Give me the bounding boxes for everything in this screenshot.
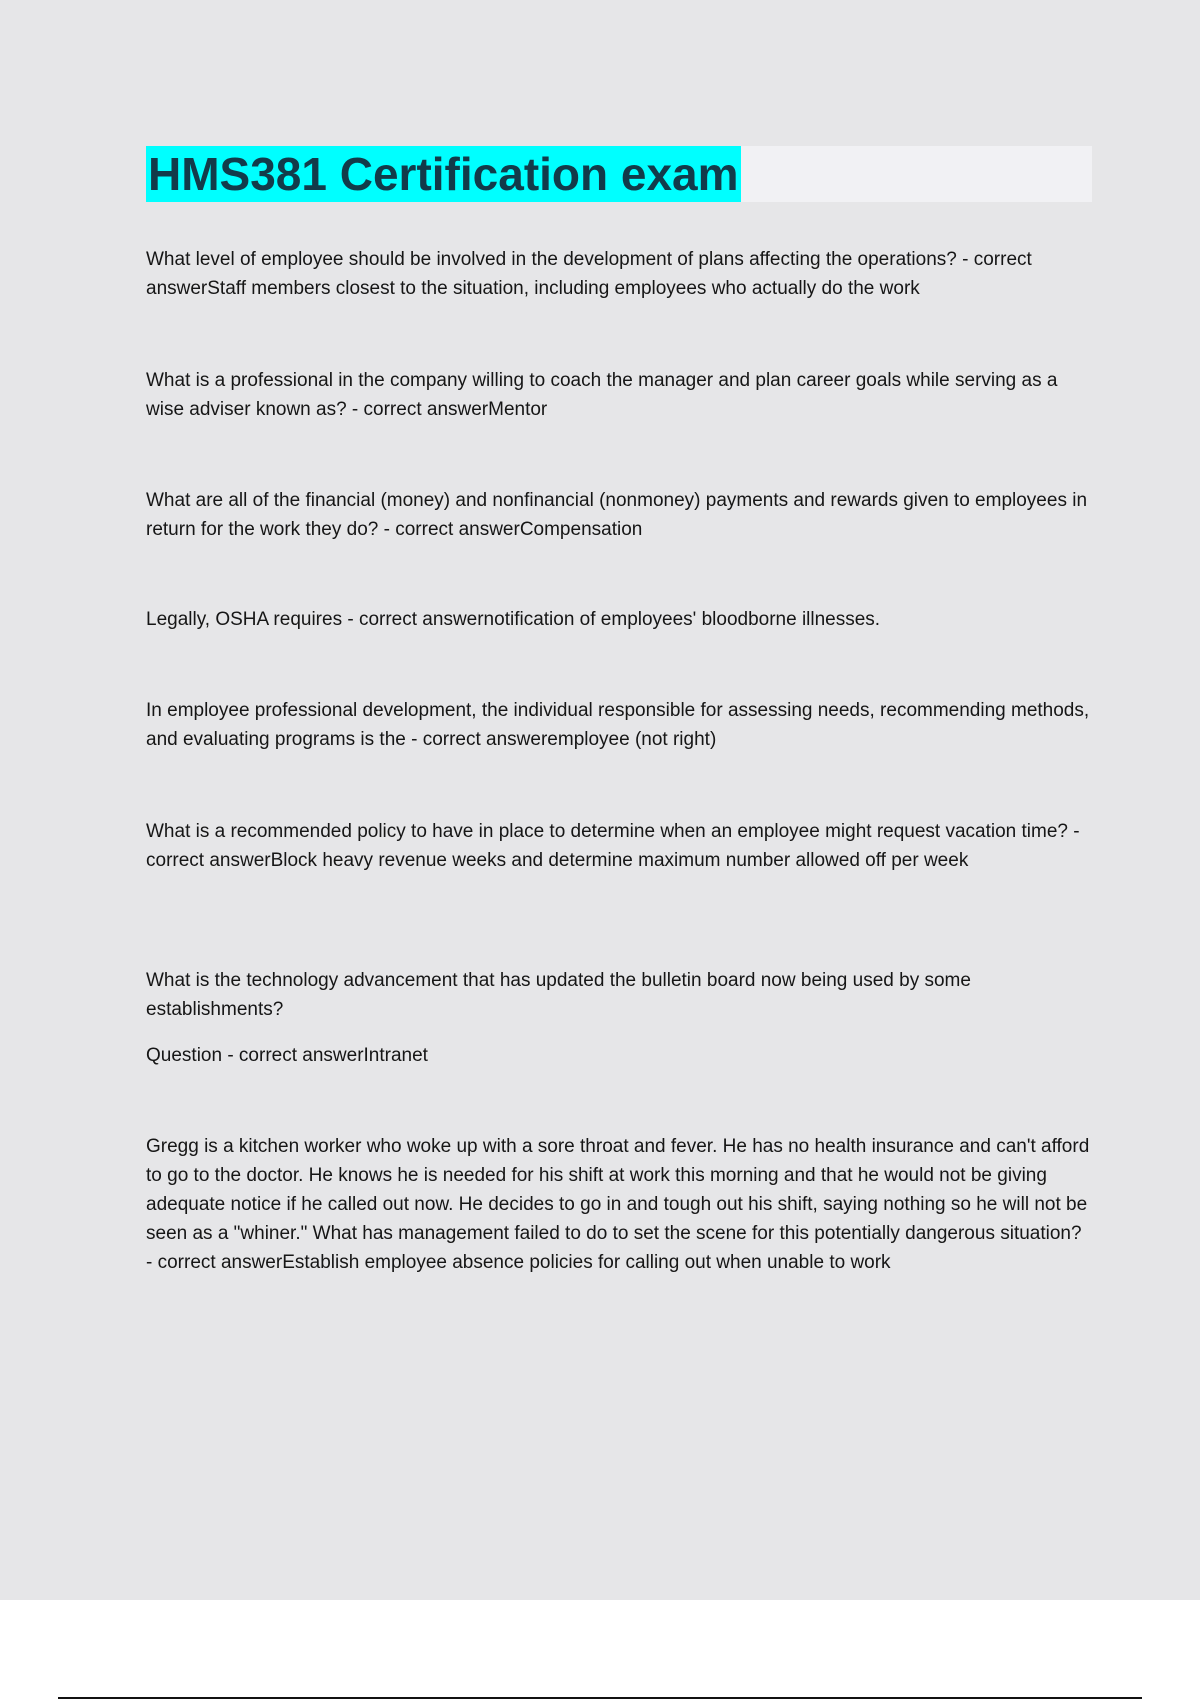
qa-text: What is a professional in the company willing to coach the manager and plan career goals while serving as a wise adviser known as? - correct answerMentor <box>146 370 1063 420</box>
qa-item-3 <box>146 486 1093 544</box>
qa-item-7 <box>146 966 1090 1024</box>
qa-text: What is the technology advancement that has updated the bulletin board now being used by some establishments? <box>146 970 977 1020</box>
qa-item-5 <box>146 696 1095 754</box>
qa-item-9 <box>146 1132 1095 1277</box>
qa-text: What is a recommended policy to have in place to determine when an employee might request vacation time? - correct answerBlock heavy revenue weeks and determine maximum number allowed off per week <box>146 821 1085 871</box>
qa-text: In employee professional development, the individual responsible for assessing needs, recommending methods, and evaluating programs is the - correct answeremployee (not right) <box>146 700 1095 750</box>
qa-item-2 <box>146 366 1090 424</box>
qa-text: What are all of the financial (money) and nonfinancial (nonmoney) payments and rewards given to employees in return for the work they do? - correct answerCompensation <box>146 490 1093 540</box>
qa-item-4 <box>146 605 1090 634</box>
qa-text: Question - correct answerIntranet <box>146 1045 428 1066</box>
qa-text: Legally, OSHA requires - correct answernotification of employees' bloodborne illnesses. <box>146 609 881 630</box>
document-title: HMS381 Certification exam <box>148 148 739 200</box>
qa-item-6 <box>146 817 1090 875</box>
qa-text: Gregg is a kitchen worker who woke up with a sore throat and fever. He has no health insurance and can't afford to go to the doctor. He knows he is needed for his shift at work this morning and that he would not be giving adequate notice if he called out now. He decides to go in and tough out his shift, saying nothing so he will not be seen as a "whiner." What has management failed to do to set the scene for this potentially dangerous situation? - correct answerEstablish employee absence policies for calling out when unable to work <box>146 1136 1095 1273</box>
qa-text: What level of employee should be involved in the development of plans affecting the operations? - correct answerStaff members closest to the situation, including employees who actually do the work <box>146 249 1038 299</box>
qa-item-8 <box>146 1041 1090 1070</box>
qa-item-1 <box>146 245 1090 303</box>
footer-rule <box>58 1697 1142 1699</box>
